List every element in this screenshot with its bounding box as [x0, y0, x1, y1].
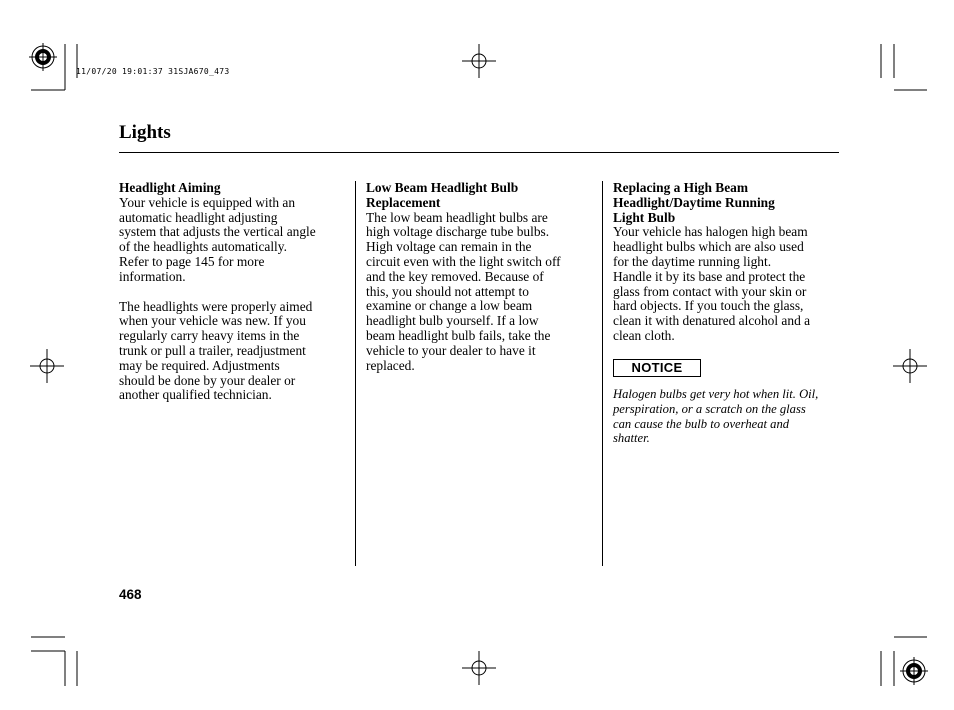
body-line: clean cloth.: [613, 327, 675, 343]
body-line: headlight bulb yourself. If a low: [366, 313, 539, 329]
crosshair-icon: [462, 44, 496, 78]
body-line: should be done by your dealer or: [119, 372, 296, 388]
body-line: another qualified technician.: [119, 387, 272, 403]
body-line: The low beam headlight bulbs are: [366, 209, 548, 225]
body-line: Handle it by its base and protect the: [613, 268, 806, 284]
notice-label: NOTICE: [613, 359, 701, 377]
body-line: glass from contact with your skin or: [613, 283, 807, 299]
print-stamp: 11/07/20 19:01:37 31SJA670_473: [76, 67, 230, 76]
notice-line: can cause the bulb to overheat and: [613, 416, 790, 431]
body-line: and the key removed. Because of: [366, 268, 544, 284]
section-heading: Headlight/Daytime Running: [613, 194, 775, 210]
section-heading: Light Bulb: [613, 209, 676, 225]
body-line: beam headlight bulb fails, take the: [366, 327, 551, 343]
notice-line: Halogen bulbs get very hot when lit. Oil,: [613, 387, 819, 401]
body-line: Your vehicle has halogen high beam: [613, 224, 808, 240]
crosshair-icon: [30, 349, 64, 383]
body-line: clean it with denatured alcohol and a: [613, 313, 811, 329]
column-headlight-aiming: [119, 181, 351, 403]
notice-line: shatter.: [613, 431, 650, 446]
section-heading: Low Beam Headlight Bulb: [366, 180, 519, 195]
section-heading: Headlight Aiming: [119, 180, 221, 195]
body-line: hard objects. If you touch the glass,: [613, 298, 804, 314]
body-line: vehicle to your dealer to have it: [366, 342, 536, 358]
body-line: of the headlights automatically.: [119, 239, 287, 255]
body-line: headlight bulbs which are also used: [613, 239, 804, 255]
body-line: automatic headlight adjusting: [119, 209, 278, 225]
notice-line: perspiration, or a scratch on the glass: [613, 401, 806, 416]
body-line: regularly carry heavy items in the: [119, 328, 300, 344]
section-heading: Replacing a High Beam: [613, 180, 749, 195]
notice-text: [613, 387, 849, 446]
body-line: information.: [119, 268, 186, 284]
title-rule: [119, 152, 839, 153]
registration-target-icon: [900, 657, 928, 685]
column-divider: [355, 181, 356, 566]
section-heading: Replacement: [366, 194, 441, 210]
registration-target-icon: [29, 43, 57, 71]
body-line: High voltage can remain in the: [366, 239, 532, 255]
body-line: circuit even with the light switch off: [366, 253, 561, 269]
page-title: Lights: [119, 122, 171, 143]
body-line: high voltage discharge tube bulbs.: [366, 224, 550, 240]
body-line: may be required. Adjustments: [119, 357, 280, 373]
crop-mark-icon: [881, 44, 927, 90]
body-line: this, you should not attempt to: [366, 283, 529, 299]
body-line: Your vehicle is equipped with an: [119, 194, 296, 210]
body-line: Refer to page 145 for more: [119, 253, 265, 269]
body-line: replaced.: [366, 357, 415, 373]
body-line: for the daytime running light.: [613, 253, 772, 269]
body-line: when your vehicle was new. If you: [119, 313, 306, 329]
crosshair-icon: [462, 651, 496, 685]
body-line: examine or change a low beam: [366, 298, 533, 314]
column-low-beam: [366, 181, 598, 373]
body-line: system that adjusts the vertical angle: [119, 224, 316, 240]
crosshair-icon: [893, 349, 927, 383]
body-line: The headlights were properly aimed: [119, 298, 313, 314]
body-line: trunk or pull a trailer, readjustment: [119, 342, 306, 358]
column-high-beam: [613, 181, 849, 344]
page-number: 468: [119, 587, 142, 602]
column-divider: [602, 181, 603, 566]
crop-mark-icon: [31, 637, 77, 686]
